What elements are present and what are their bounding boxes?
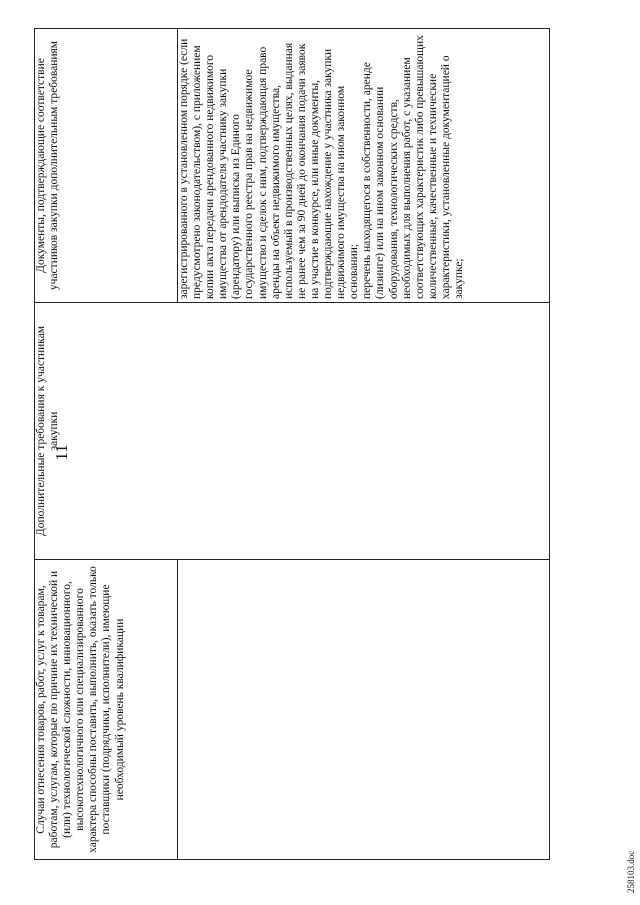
documents-paragraph: зарегистрированного в установленном порядке (если предусмотрено законодательством), с приложением копии акта передачи арендованного недвижимого имущества от арендодателя участнику закупки (арендатору) или выписка из Единого государственного реестра прав на недвижимое имущество и сделок с ним, подтверждающая право аренды на объект недвижимого имущества, используемый в производственных целях, выданная не ранее чем за 90 дней до окончания подачи заявок на участие в конкурсе, или иные документы, подтверждающие нахождение у участника закупки недвижимого имущества на ином законном основании; bbox=[178, 38, 361, 299]
requirements-text: Дополнительные требования к участникам закупки bbox=[35, 325, 61, 537]
documents-paragraph: перечень находящегося в собственности, аренде (лизинге) или на ином законном основании оборудования, технологических средств, необходимых для выполнения работ, с указанием соответствующих характеристик либо превышающих количественные, качественные и технические характеристики, установленные документацией о закупке; bbox=[361, 35, 465, 299]
case-description-cell bbox=[35, 560, 178, 860]
page-number: 11 bbox=[52, 444, 71, 461]
documents-body-cell bbox=[178, 29, 550, 303]
documents-header-cell bbox=[35, 29, 178, 303]
requirements-table bbox=[34, 28, 550, 860]
case-description-text: Случаи отнесения товаров, работ, услуг к товарам, работам, услугам, которые по причине их технической и (или) технологической сложности, инновационного, высокотехнологичного или специализированного характера способны поставить, выполнить, оказать только поставщики (подрядчики, исполнители), имеющие необходимый уровень квалификации bbox=[35, 566, 126, 853]
requirements-cell bbox=[35, 303, 550, 560]
table-row bbox=[35, 29, 178, 860]
empty-cell bbox=[178, 560, 550, 860]
document-filename: 258103.doc bbox=[626, 850, 636, 893]
documents-header-text: Документы, подтверждающие соответствие участников закупки дополнительным требованиям bbox=[35, 40, 61, 291]
